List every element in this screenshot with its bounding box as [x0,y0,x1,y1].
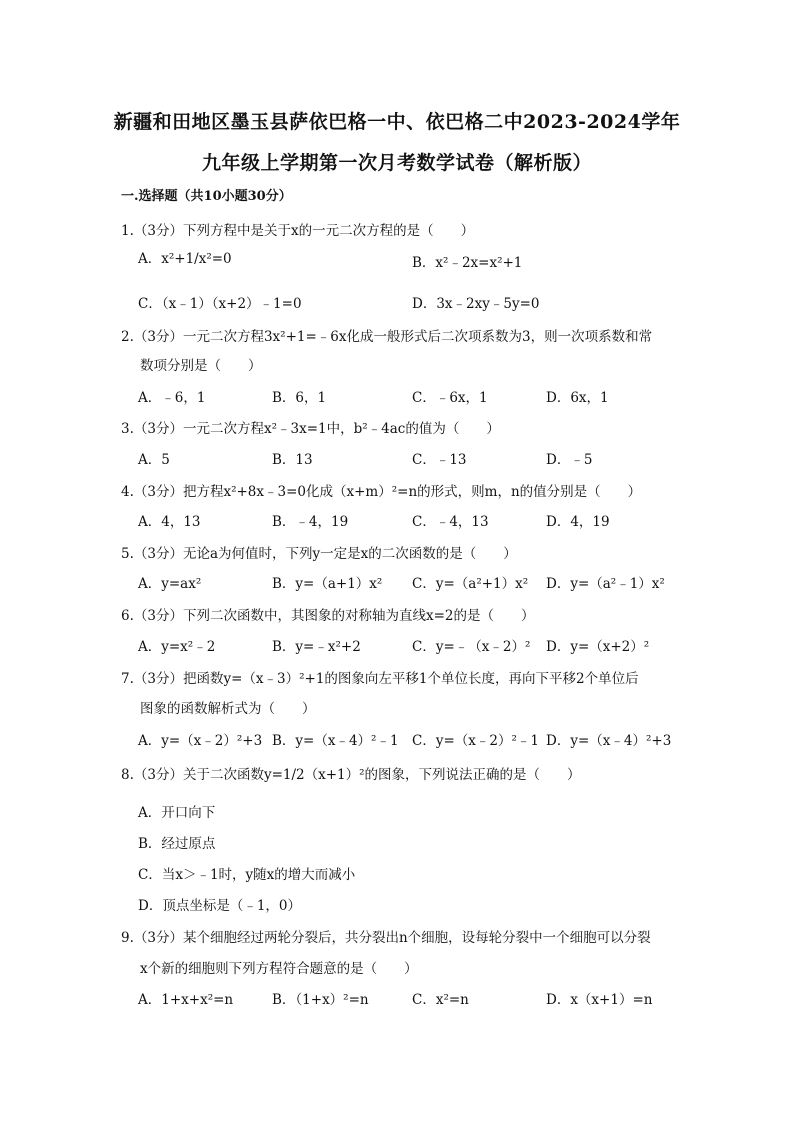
question-2-option-a: A．﹣6，1 [138,390,206,406]
question-1-option-a: A．x²+1/x²=0 [138,251,232,267]
question-3-option-d: D．﹣5 [546,452,593,468]
question-7-stem: 7.（3分）把函数y=（x﹣3）²+1的图象向左平移1个单位长度，再向下平移2个单位后 [121,671,639,687]
question-2-stem: 2.（3分）一元二次方程3x²+1=﹣6x化成一般形式后二次项系数为3，则一次项系数和常 [121,329,653,345]
question-3-option-a: A．5 [138,452,170,468]
question-5-option-c: C．y=（a²+1）x² [412,576,529,592]
question-2-stem-continued: 数项分别是（ ） [140,358,262,374]
question-9-option-a: A．1+x+x²=n [138,992,234,1008]
question-9-option-d: D．x（x+1）=n [546,992,653,1008]
question-8-stem: 8.（3分）关于二次函数y=1/2（x+1）²的图象，下列说法正确的是（ ） [121,767,581,783]
question-4-option-a: A．4，13 [138,514,201,530]
question-5-stem: 5.（3分）无论a为何值时，下列y一定是x的二次函数的是（ ） [121,546,517,562]
question-4-stem: 4.（3分）把方程x²+8x﹣3=0化成（x+m）²=n的形式，则m，n的值分别是（ ） [121,484,642,500]
question-5-option-b: B．y=（a+1）x² [272,576,383,592]
question-6-option-c: C．y=﹣（x﹣2）² [412,639,531,655]
question-3-option-c: C．﹣13 [412,452,467,468]
exam-title-line1: 新疆和田地区墨玉县萨依巴格一中、依巴格二中2023-2024学年 [113,111,681,133]
question-5-option-a: A．y=ax² [138,576,202,592]
question-6-option-a: A．y=x²﹣2 [138,639,216,655]
question-7-option-b: B．y=（x﹣4）²﹣1 [272,733,399,749]
question-9-stem: 9.（3分）某个细胞经过两轮分裂后，共分裂出n个细胞，设每轮分裂中一个细胞可以分裂 [121,930,651,946]
question-5-option-d: D．y=（a²﹣1）x² [546,576,665,592]
question-8-option-d: D．顶点坐标是（﹣1，0） [138,898,302,914]
question-4-option-b: B．﹣4，19 [272,514,349,530]
question-2-option-b: B．6，1 [272,390,327,406]
question-9-stem-continued: x个新的细胞则下列方程符合题意的是（ ） [140,961,418,977]
section-header: 一.选择题（共10小题30分） [121,189,292,204]
question-6-option-d: D．y=（x+2）² [546,639,650,655]
question-9-option-b: B．（1+x）²=n [272,992,369,1008]
question-8-option-a: A．开口向下 [138,805,216,821]
question-2-option-d: D．6x，1 [546,390,609,406]
exam-title-line2: 九年级上学期第一次月考数学试卷（解析版） [201,152,592,174]
question-9-option-c: C．x²=n [412,992,469,1008]
question-2-option-c: C．﹣6x，1 [412,390,488,406]
question-3-option-b: B．13 [272,452,313,468]
question-3-stem: 3.（3分）一元二次方程x²﹣3x=1中，b²﹣4ac的值为（ ） [121,421,500,437]
question-8-option-c: C．当x＞﹣1时，y随x的增大而减小 [138,867,356,883]
question-1-option-d: D．3x﹣2xy﹣5y=0 [412,296,540,312]
question-1-option-c: C．（x﹣1）（x+2）﹣1=0 [138,296,302,312]
question-6-stem: 6.（3分）下列二次函数中，其图象的对称轴为直线x=2的是（ ） [121,608,535,624]
question-7-option-d: D．y=（x﹣4）²+3 [546,733,672,749]
question-7-option-a: A．y=（x﹣2）²+3 [138,733,263,749]
question-4-option-c: C．﹣4，13 [412,514,489,530]
question-7-option-c: C．y=（x﹣2）²﹣1 [412,733,539,749]
question-1-stem: 1.（3分）下列方程中是关于x的一元二次方程的是（ ） [121,223,475,239]
question-6-option-b: B．y=﹣x²+2 [272,639,361,655]
question-4-option-d: D．4，19 [546,514,610,530]
question-1-option-b: B．x²﹣2x=x²+1 [412,255,523,271]
question-7-stem-continued: 图象的函数解析式为（ ） [140,701,316,717]
question-8-option-b: B．经过原点 [138,836,216,852]
